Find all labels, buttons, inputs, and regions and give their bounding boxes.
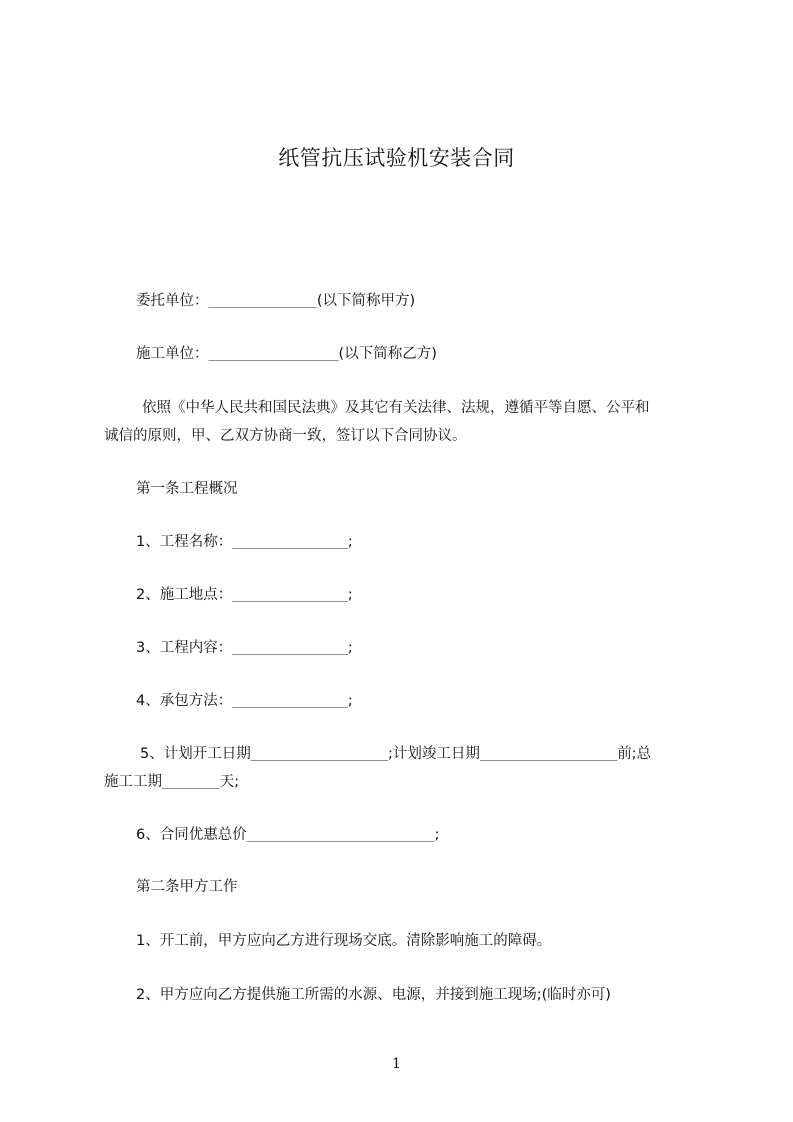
- item-project-name: [136, 532, 353, 552]
- article2-heading: 第二条甲方工作: [136, 879, 238, 895]
- party-a-blank[interactable]: _______________: [208, 294, 317, 308]
- schedule-start-label: 5、计划开工日期: [140, 746, 251, 762]
- party-b-label: 施工单位：: [136, 346, 209, 362]
- schedule-start-blank[interactable]: ___________________: [250, 747, 389, 761]
- item-blank[interactable]: ________________: [232, 694, 348, 708]
- price-end: ;: [434, 827, 440, 843]
- item-end: ;: [347, 587, 353, 603]
- preamble-line-1: 依照《中华人民共和国民法典》及其它有关法律、法规，遵循平等自愿、公平和: [142, 400, 650, 416]
- item-label: 4、承包方法：: [136, 693, 233, 709]
- item-project-content: [136, 638, 353, 658]
- duration-label: 施工工期: [104, 774, 162, 790]
- schedule-end-label: ;计划竣工日期: [388, 746, 480, 762]
- article2-item-1: 1、开工前，甲方应向乙方进行现场交底。清除影响施工的障碍。: [136, 933, 552, 949]
- party-a-line: [136, 291, 415, 311]
- item-contract-method: [136, 691, 353, 711]
- schedule-end-blank[interactable]: ___________________: [479, 747, 618, 761]
- item-contract-price: [136, 825, 439, 845]
- price-label: 6、合同优惠总价: [136, 827, 247, 843]
- item-end: ;: [347, 640, 353, 656]
- item-label: 2、施工地点：: [136, 587, 233, 603]
- article1-heading: 第一条工程概况: [136, 481, 238, 497]
- party-a-note: (以下简称甲方): [316, 293, 416, 309]
- party-a-label: 委托单位：: [136, 293, 209, 309]
- item-blank[interactable]: ________________: [232, 535, 348, 549]
- item-schedule-line-2: [104, 772, 239, 792]
- duration-blank[interactable]: ________: [162, 775, 220, 789]
- schedule-end-suffix: 前;总: [617, 746, 652, 762]
- duration-suffix: 天;: [219, 774, 240, 790]
- item-schedule-line-1: [140, 744, 651, 764]
- item-blank[interactable]: ________________: [232, 641, 348, 655]
- item-label: 3、工程内容：: [136, 640, 233, 656]
- party-b-note: (以下简称乙方): [338, 346, 437, 362]
- item-blank[interactable]: ________________: [232, 588, 348, 602]
- item-end: ;: [347, 534, 353, 550]
- page-number: 1: [392, 1056, 401, 1072]
- item-end: ;: [347, 693, 353, 709]
- article2-item-2: 2、甲方应向乙方提供施工所需的水源、电源，并接到施工现场;(临时亦可): [136, 987, 611, 1003]
- party-b-line: [136, 344, 437, 364]
- contract-title: 纸管抗压试验机安装合同: [278, 146, 515, 170]
- preamble-line-2: 诚信的原则，甲、乙双方协商一致，签订以下合同协议。: [104, 428, 467, 444]
- item-site-location: [136, 585, 353, 605]
- party-b-blank[interactable]: __________________: [208, 347, 339, 361]
- price-blank[interactable]: __________________________: [246, 828, 435, 842]
- item-label: 1、工程名称：: [136, 534, 233, 550]
